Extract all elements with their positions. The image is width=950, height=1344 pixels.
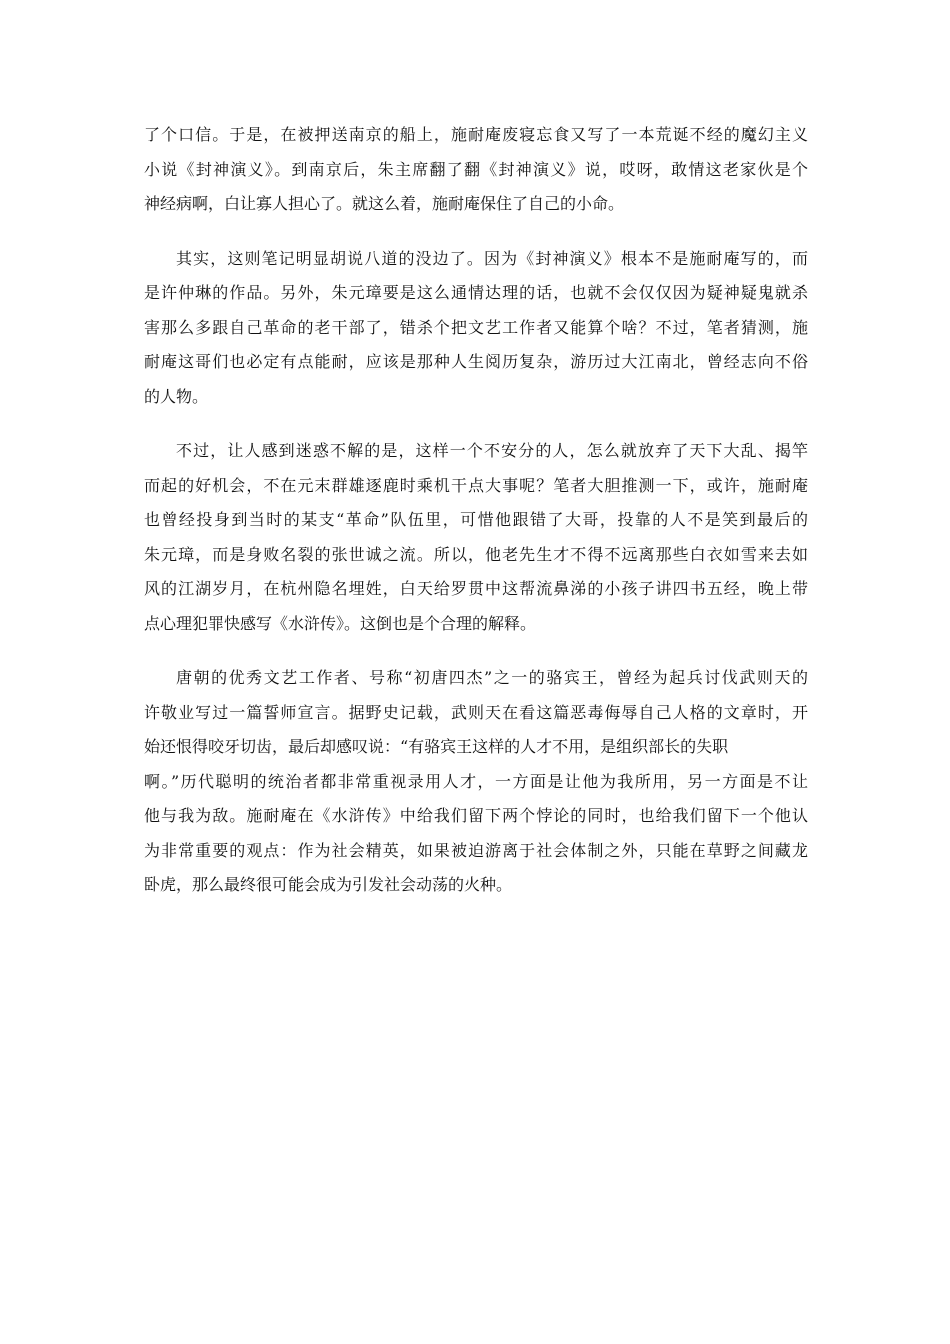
text-line: 也曾经投身到当时的某支“革命”队伍里，可惜他跟错了大哥，投靠的人不是笑到最后的 [144,510,808,529]
text-line: 小说《封神演义》。到南京后，朱主席翻了翻《封神演义》说，哎呀，敢情这老家伙是个 [144,159,808,179]
text-line: 唐朝的优秀文艺工作者、号称“初唐四杰”之一的骆宾王，曾经为起兵讨伐武则天的 [176,668,808,687]
text-line: 始还恨得咬牙切齿，最后却感叹说：“有骆宾王这样的人才不用，是组织部长的失职 [144,737,729,756]
text-line: 而起的好机会，不在元末群雄逐鹿时乘机干点大事呢？笔者大胆推测一下，或许，施耐庵 [144,475,808,495]
text-line: 为非常重要的观点：作为社会精英，如果被迫游离于社会体制之外，只能在草野之间藏龙 [144,840,808,860]
text-line: 是许仲琳的作品。另外，朱元璋要是这么通情达理的话，也就不会仅仅因为疑神疑鬼就杀 [144,283,808,302]
text-line: 风的江湖岁月，在杭州隐名埋姓，白天给罗贯中这帮流鼻涕的小孩子讲四书五经，晚上带 [144,579,808,598]
text-line: 点心理犯罪快感写《水浒传》。这倒也是个合理的解释。 [144,613,537,633]
text-line: 的人物。 [144,386,209,406]
text-line: 神经病啊，白让寡人担心了。就这么着，施耐庵保住了自己的小命。 [144,194,625,213]
text-line: 其实，这则笔记明显胡说八道的没边了。因为《封神演义》根本不是施耐庵写的，而 [176,248,808,268]
text-line: 许敬业写过一篇誓师宣言。据野史记载，武则天在看这篇恶毒侮辱自己人格的文章时，开 [144,702,808,722]
text-line: 卧虎，那么最终很可能会成为引发社会动荡的火种。 [144,875,513,894]
paragraph-3 [144,434,808,641]
paragraph-1 [144,118,808,222]
text-line: 他与我为敌。施耐庵在《水浒传》中给我们留下两个悖论的同时，也给我们留下一个他认 [144,806,808,825]
text-line: 耐庵这哥们也必定有点能耐，应该是那种人生阅历复杂，游历过大江南北，曾经志向不俗 [144,352,808,371]
text-line: 啊。”历代聪明的统治者都非常重视录用人才，一方面是让他为我所用，另一方面是不让 [144,771,808,791]
text-line: 了个口信。于是，在被押送南京的船上，施耐庵废寝忘食又写了一本荒诞不经的魔幻主义 [144,125,808,144]
paragraph-4 [144,661,808,903]
paragraph-2 [144,242,808,415]
text-line: 害那么多跟自己革命的老干部了，错杀个把文艺工作者又能算个啥？不过，笔者猜测，施 [144,317,808,337]
text-line: 朱元璋，而是身败名裂的张世诚之流。所以，他老先生才不得不远离那些白衣如雪来去如 [144,544,808,564]
text-line: 不过，让人感到迷惑不解的是，这样一个不安分的人，怎么就放弃了天下大乱、揭竿 [176,441,808,460]
document-body [144,118,808,923]
